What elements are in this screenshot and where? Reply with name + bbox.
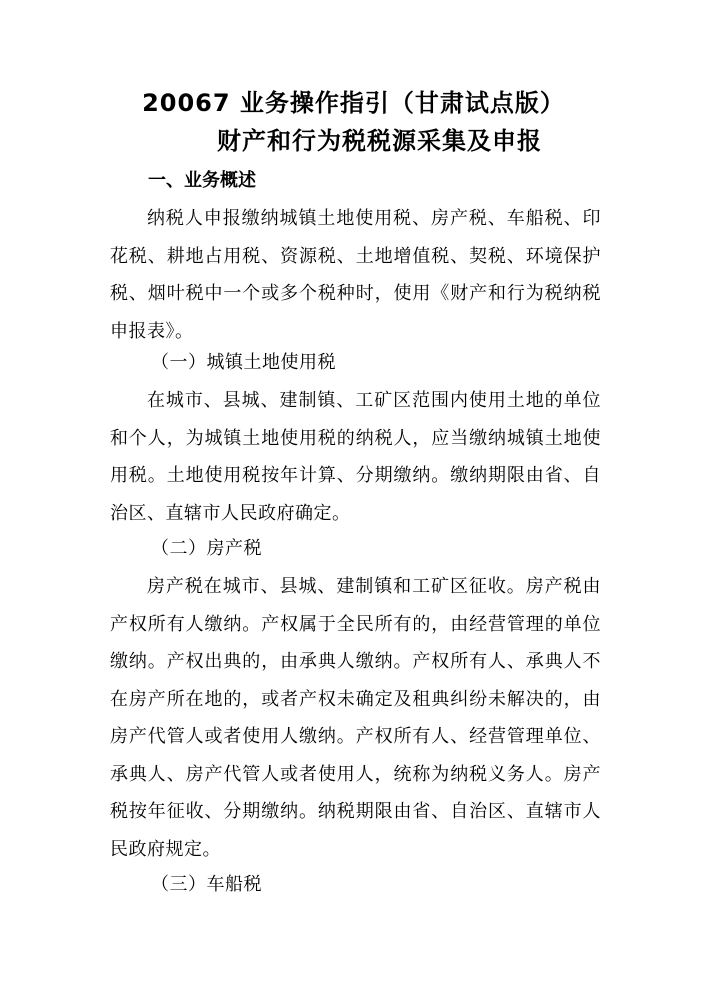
document-title-line1: 20067 业务操作指引（甘肃试点版） bbox=[142, 89, 565, 117]
subheading-vehicle-vessel-tax: （三）车船税 bbox=[151, 874, 262, 895]
subheading-land-use-tax: （一）城镇土地使用税 bbox=[151, 352, 336, 373]
subheading-property-tax: （二）房产税 bbox=[151, 538, 262, 559]
overview-paragraph: 纳税人申报缴纳城镇土地使用税、房产税、车船税、印花税、耕地占用税、资源税、土地增值税、契税、环境保护税、烟叶税中一个或多个税种时，使用《财产和行为税纳税申报表》。 bbox=[110, 208, 601, 342]
land-use-tax-paragraph: 在城市、县城、建制镇、工矿区范围内使用土地的单位和个人，为城镇土地使用税的纳税人，应当缴纳城镇土地使用税。土地使用税按年计算、分期缴纳。缴纳期限由省、自治区、直辖市人民政府确定。 bbox=[110, 390, 601, 524]
section-heading-overview: 一、业务概述 bbox=[148, 170, 256, 191]
property-tax-paragraph: 房产税在城市、县城、建制镇和工矿区征收。房产税由产权所有人缴纳。产权属于全民所有的，由经营管理的单位缴纳。产权出典的，由承典人缴纳。产权所有人、承典人不在房产所在地的，或者产权未确定及租典纠纷未解决的，由房产代管人或者使用人缴纳。产权所有人、经营管理单位、承典人、房产代管人或者使用人，统称为纳税义务人。房产税按年征收、分期缴纳。纳税期限由省、自治区、直辖市人民政府规定。 bbox=[110, 576, 601, 860]
document-title-line2: 财产和行为税税源采集及申报 bbox=[217, 127, 542, 155]
